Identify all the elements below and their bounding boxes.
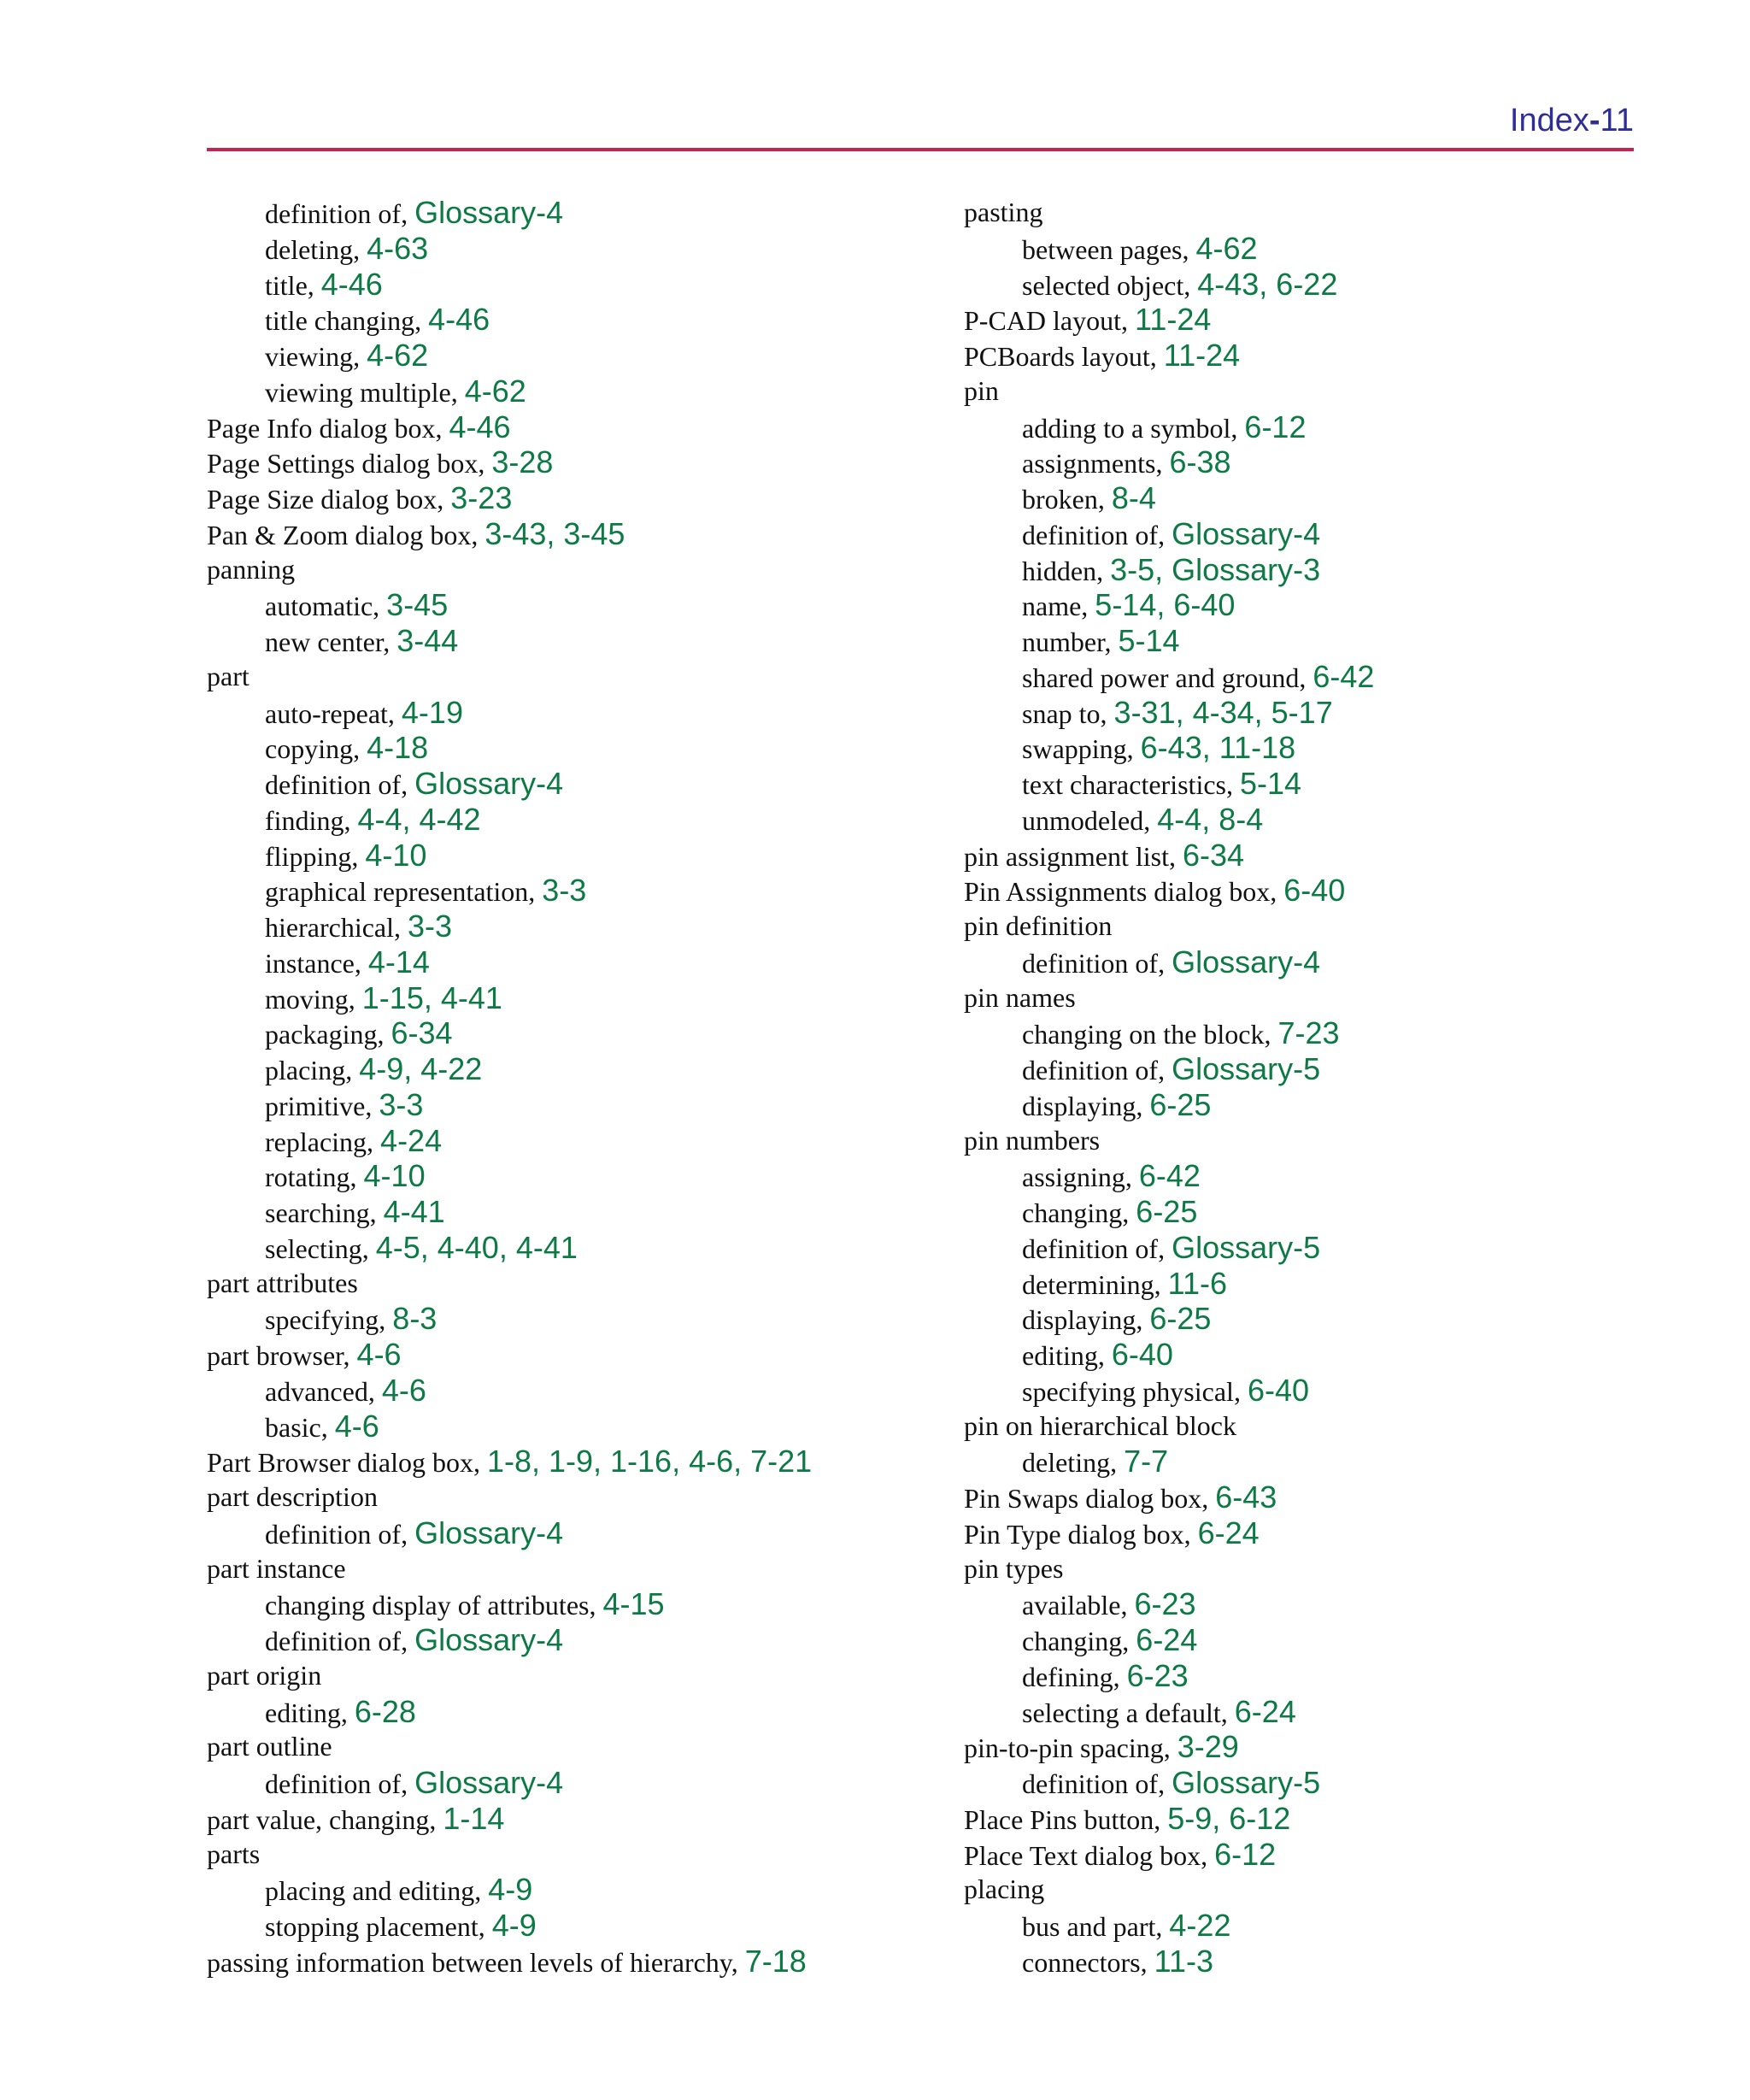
index-subentry [964, 1230, 1613, 1266]
index-term: specifying, [265, 1304, 386, 1336]
index-term: text characteristics, [1022, 769, 1233, 800]
index-term: name, [1022, 591, 1089, 622]
index-term: Page Size dialog box, [207, 484, 444, 515]
index-subentry [207, 909, 942, 944]
page-reference-link[interactable]: 7-18 [744, 1943, 807, 1979]
index-entry [207, 1801, 942, 1837]
index-term: rotating, [265, 1162, 357, 1193]
index-entry [207, 1729, 942, 1765]
index-term: graphical representation, [265, 876, 536, 908]
index-subentry [964, 409, 1613, 445]
page-reference-link[interactable]: 6-24 [1234, 1693, 1296, 1729]
index-subentry [207, 695, 942, 731]
index-entry [207, 552, 942, 588]
page-reference-link[interactable]: 4-6 [381, 1372, 426, 1408]
index-subentry [207, 587, 942, 623]
index-subentry [964, 1622, 1613, 1658]
page-reference-link[interactable]: 6-42 [1312, 658, 1375, 694]
index-term: changing display of attributes, [265, 1590, 596, 1621]
page-reference-link[interactable]: 5-9, 6-12 [1167, 1800, 1291, 1836]
index-term: selected object, [1022, 269, 1191, 301]
page-reference-link[interactable]: 8-3 [392, 1301, 438, 1337]
index-term: changing, [1022, 1626, 1130, 1656]
index-term: hierarchical, [265, 912, 401, 943]
index-subentry [964, 802, 1613, 838]
page-reference-link[interactable]: Glossary-4 [414, 1622, 564, 1657]
index-subentry [207, 1194, 942, 1230]
index-entry [964, 909, 1613, 944]
header-rule [207, 148, 1634, 151]
index-subentry [964, 1337, 1613, 1373]
index-term: panning [207, 553, 296, 585]
index-term: placing, [265, 1055, 353, 1085]
index-term: between pages, [1022, 233, 1189, 265]
index-term: part value, changing, [207, 1803, 437, 1835]
index-subentry [964, 1301, 1613, 1337]
index-entry [964, 1515, 1613, 1551]
index-entry [207, 1944, 942, 1979]
page-reference-link[interactable]: 6-12 [1244, 409, 1307, 444]
page-reference-link[interactable]: 3-28 [491, 444, 554, 480]
index-entry [207, 516, 942, 552]
index-term: replacing, [265, 1126, 374, 1157]
page-reference-link[interactable]: 4-9 [488, 1872, 533, 1908]
page-reference-link[interactable]: Glossary-4 [1172, 944, 1321, 979]
index-subentry [207, 1158, 942, 1194]
index-entry [964, 873, 1613, 909]
index-term: broken, [1022, 484, 1105, 515]
index-subentry [964, 1765, 1613, 1801]
index-entry [964, 1479, 1613, 1515]
index-term: basic, [265, 1411, 328, 1443]
page-reference-link[interactable]: Glossary-4 [414, 1515, 564, 1550]
index-column-left [207, 195, 942, 1979]
index-subentry [964, 1586, 1613, 1622]
index-term: bus and part, [1022, 1911, 1163, 1942]
page-reference-link[interactable]: 4-9 [491, 1908, 537, 1943]
page-reference-link[interactable]: 4-24 [380, 1122, 443, 1158]
page-reference-link[interactable]: 3-29 [1177, 1729, 1239, 1765]
index-subentry [207, 1872, 942, 1908]
page-reference-link[interactable]: 4-4, 8-4 [1157, 801, 1264, 837]
index-term: part description [207, 1481, 378, 1512]
index-term: Pin Swaps dialog box, [964, 1483, 1209, 1514]
index-entry [964, 1729, 1613, 1765]
index-subentry [964, 444, 1613, 480]
index-entry [207, 1266, 942, 1302]
page-reference-link[interactable]: 4-19 [401, 694, 463, 730]
index-term: definition of, [265, 1768, 408, 1799]
index-term: viewing multiple, [265, 376, 458, 408]
index-subentry [964, 1051, 1613, 1087]
index-term: available, [1022, 1590, 1128, 1621]
page-reference-link[interactable]: 6-43, 11-18 [1140, 730, 1296, 766]
index-term: automatic, [265, 591, 380, 622]
index-subentry [207, 1087, 942, 1123]
page-reference-link[interactable]: 4-4, 4-42 [357, 801, 481, 837]
page-reference-link[interactable]: 6-40 [1247, 1372, 1309, 1408]
index-entry [207, 659, 942, 695]
page-reference-link[interactable]: 3-31, 4-34, 5-17 [1113, 694, 1333, 730]
page-reference-link[interactable]: 6-40 [1111, 1337, 1173, 1372]
index-term: Place Text dialog box, [964, 1839, 1208, 1871]
index-term: primitive, [265, 1090, 373, 1121]
index-term: stopping placement, [265, 1911, 485, 1942]
index-subentry [207, 1015, 942, 1051]
index-term: part browser, [207, 1340, 350, 1371]
index-entry [964, 374, 1613, 409]
page-reference-link[interactable]: 4-6 [334, 1408, 379, 1444]
index-subentry [207, 730, 942, 766]
index-term: definition of, [1022, 519, 1166, 550]
index-term: selecting, [265, 1232, 369, 1264]
index-subentry [964, 623, 1613, 659]
index-term: editing, [265, 1697, 348, 1728]
index-entry [207, 1551, 942, 1587]
page-separator: - [1589, 103, 1600, 138]
index-entry [964, 1801, 1613, 1837]
page-reference-link[interactable]: 4-46 [428, 302, 490, 338]
page-reference-link[interactable]: 5-14, 6-40 [1095, 587, 1236, 623]
page-reference-link[interactable]: 3-3 [542, 873, 587, 909]
page-reference-link[interactable]: 4-15 [602, 1586, 665, 1622]
index-subentry [207, 1230, 942, 1266]
index-subentry [207, 1301, 942, 1337]
index-term: selecting a default, [1022, 1697, 1228, 1728]
index-subentry [964, 480, 1613, 516]
index-entry [964, 1123, 1613, 1159]
page-header [207, 101, 1634, 152]
index-subentry [964, 1158, 1613, 1194]
page-reference-link[interactable]: 6-34 [1183, 837, 1245, 873]
page-reference-link[interactable]: 8-4 [1111, 480, 1156, 515]
index-entry [964, 1551, 1613, 1587]
index-term: hidden, [1022, 555, 1104, 586]
index-term: part outline [207, 1731, 332, 1762]
index-term: searching, [265, 1197, 377, 1228]
index-entry [207, 1444, 942, 1479]
index-term: number, [1022, 626, 1112, 657]
page-reference-link[interactable]: 6-40 [1283, 873, 1346, 909]
page-reference-link[interactable]: 6-23 [1126, 1657, 1189, 1693]
index-term: definition of, [1022, 1768, 1166, 1799]
index-subentry [964, 1658, 1613, 1694]
page-reference-link[interactable]: 4-6 [356, 1337, 402, 1372]
page-reference-link[interactable]: Glossary-5 [1172, 1051, 1321, 1086]
index-term: assignments, [1022, 448, 1163, 479]
index-subentry [964, 1444, 1613, 1479]
page-reference-link[interactable]: 4-10 [363, 1158, 426, 1194]
page-reference-link[interactable]: 1-14 [443, 1800, 505, 1836]
index-subentry [207, 980, 942, 1016]
index-entry [964, 1837, 1613, 1873]
index-entry [964, 195, 1613, 231]
index-subentry [207, 338, 942, 374]
index-subentry [964, 1373, 1613, 1409]
index-term: definition of, [1022, 947, 1166, 979]
page-reference-link[interactable]: 4-46 [320, 266, 383, 302]
page-reference-link[interactable]: 4-62 [367, 338, 429, 373]
index-term: displaying, [1022, 1304, 1143, 1336]
index-term: title, [265, 269, 314, 301]
index-entry [964, 338, 1613, 374]
index-subentry [207, 623, 942, 659]
index-subentry [964, 587, 1613, 623]
index-term: flipping, [265, 840, 359, 872]
page-reference-link[interactable]: 5-14 [1239, 766, 1302, 801]
index-term: placing and editing, [265, 1875, 482, 1907]
index-entry [207, 480, 942, 516]
page-reference-link[interactable]: 4-18 [367, 730, 429, 766]
index-term: passing information between levels of hierarchy, [207, 1946, 738, 1978]
index-subentry [207, 1908, 942, 1944]
page-reference-link[interactable]: 1-15, 4-41 [361, 979, 502, 1015]
page-reference-link[interactable]: 7-23 [1277, 1015, 1340, 1051]
index-term: Pan & Zoom dialog box, [207, 519, 479, 550]
index-term: Page Info dialog box, [207, 412, 443, 444]
page-reference-link[interactable]: 6-43 [1215, 1479, 1277, 1515]
index-entry [964, 980, 1613, 1016]
index-term: assigning, [1022, 1162, 1132, 1193]
index-term: shared power and ground, [1022, 662, 1307, 693]
page-reference-link[interactable]: 6-25 [1136, 1194, 1198, 1229]
page-reference-link[interactable]: 3-3 [379, 1086, 424, 1122]
index-term: pasting [964, 197, 1043, 227]
page-reference-link[interactable]: 11-3 [1154, 1943, 1213, 1979]
index-term: Place Pins button, [964, 1803, 1161, 1835]
page-reference-link[interactable]: Glossary-5 [1172, 1229, 1321, 1265]
index-subentry [964, 231, 1613, 267]
index-term: finding, [265, 804, 351, 836]
index-subentry [207, 1515, 942, 1551]
index-term: placing [964, 1874, 1045, 1905]
index-subentry [207, 802, 942, 838]
page-number-value: 11 [1600, 103, 1634, 138]
page-reference-link[interactable]: 7-7 [1124, 1444, 1169, 1479]
index-term: definition of, [1022, 1232, 1166, 1264]
page-reference-link[interactable]: 11-24 [1135, 302, 1212, 338]
page-reference-link[interactable]: 4-62 [464, 373, 526, 409]
index-term: pin definition [964, 910, 1113, 941]
page-reference-link[interactable]: 6-23 [1134, 1586, 1196, 1622]
page-reference-link[interactable]: 4-43, 6-22 [1197, 266, 1338, 302]
index-term: instance, [265, 947, 361, 979]
index-term: specifying physical, [1022, 1375, 1241, 1407]
page-reference-link[interactable]: 4-63 [367, 230, 429, 266]
page-reference-link[interactable]: 4-22 [1169, 1908, 1231, 1943]
page-reference-link[interactable]: 4-9, 4-22 [359, 1051, 483, 1086]
index-subentry [207, 374, 942, 409]
page-number [1510, 104, 1634, 137]
index-term: snap to, [1022, 697, 1107, 729]
index-term: deleting, [265, 233, 361, 265]
index-term: parts [207, 1838, 261, 1869]
index-term: auto-repeat, [265, 697, 395, 729]
index-term: part origin [207, 1659, 322, 1691]
page-reference-link[interactable]: 6-25 [1149, 1086, 1212, 1122]
index-subentry [964, 1266, 1613, 1302]
page-reference-link[interactable]: 4-46 [449, 409, 511, 444]
page-reference-link[interactable]: Glossary-5 [1172, 1765, 1321, 1800]
index-term: definition of, [265, 198, 408, 229]
index-subentry [207, 1409, 942, 1444]
index-subentry [207, 302, 942, 338]
index-term: swapping, [1022, 733, 1134, 765]
index-subentry [207, 1622, 942, 1658]
index-subentry [207, 1694, 942, 1730]
index-term: changing, [1022, 1197, 1130, 1228]
index-subentry [964, 516, 1613, 552]
index-subentry [964, 1194, 1613, 1230]
page-reference-link[interactable]: 4-62 [1195, 230, 1258, 266]
page-reference-link[interactable]: 3-3 [408, 909, 453, 944]
index-subentry [964, 1908, 1613, 1944]
index-entry [964, 1872, 1613, 1908]
page-reference-link[interactable]: 6-24 [1197, 1515, 1260, 1550]
page-reference-link[interactable]: Glossary-4 [414, 1765, 564, 1800]
index-term: determining, [1022, 1268, 1161, 1300]
page-reference-link[interactable]: 6-28 [354, 1693, 416, 1729]
index-term: Pin Assignments dialog box, [964, 876, 1277, 908]
page-reference-link[interactable]: 6-42 [1138, 1158, 1201, 1194]
page-reference-link[interactable]: Glossary-4 [414, 195, 564, 230]
page-reference-link[interactable]: 6-12 [1214, 1836, 1277, 1872]
page-reference-link[interactable]: 4-10 [365, 837, 427, 873]
index-term: deleting, [1022, 1447, 1118, 1479]
index-term: pin types [964, 1552, 1064, 1584]
index-subentry [964, 267, 1613, 303]
page-reference-link[interactable]: 3-23 [450, 480, 513, 515]
index-entry [207, 1479, 942, 1515]
index-subentry [207, 873, 942, 909]
index-term: editing, [1022, 1340, 1105, 1371]
index-term: Page Settings dialog box, [207, 448, 485, 479]
index-subentry [207, 766, 942, 802]
index-term: pin assignment list, [964, 840, 1176, 872]
index-subentry [964, 552, 1613, 588]
index-subentry [964, 1944, 1613, 1979]
page-prefix: Index [1509, 103, 1589, 138]
index-term: pin names [964, 981, 1076, 1013]
index-entry [964, 302, 1613, 338]
index-subentry [964, 659, 1613, 695]
index-term: displaying, [1022, 1090, 1143, 1121]
index-subentry [207, 1765, 942, 1801]
index-subentry [207, 231, 942, 267]
index-subentry [207, 195, 942, 231]
page-reference-link[interactable]: 11-24 [1163, 338, 1241, 373]
index-term: part [207, 660, 250, 691]
index-subentry [964, 944, 1613, 980]
index-term: pin-to-pin spacing, [964, 1732, 1171, 1764]
index-term: Pin Type dialog box, [964, 1518, 1191, 1550]
index-term: part attributes [207, 1267, 358, 1298]
page-reference-link[interactable]: 4-41 [383, 1194, 445, 1229]
index-subentry [964, 730, 1613, 766]
index-term: copying, [265, 733, 361, 765]
index-term: pin on hierarchical block [964, 1409, 1236, 1441]
index-term: new center, [265, 626, 391, 657]
page-reference-link[interactable]: 3-43, 3-45 [484, 515, 625, 551]
index-column-right [964, 195, 1613, 1979]
index-subentry [207, 1373, 942, 1409]
index-term: connectors, [1022, 1946, 1148, 1978]
index-term: part instance [207, 1552, 346, 1584]
index-term: adding to a symbol, [1022, 412, 1238, 444]
index-subentry [964, 766, 1613, 802]
page-reference-link[interactable]: 6-34 [391, 1015, 453, 1051]
index-subentry [207, 1123, 942, 1159]
index-term: pin numbers [964, 1124, 1101, 1156]
index-entry [207, 1337, 942, 1373]
page-reference-link[interactable]: 1-8, 1-9, 1-16, 4-6, 7-21 [486, 1444, 813, 1479]
index-term: Part Browser dialog box, [207, 1447, 480, 1479]
index-subentry [207, 838, 942, 874]
page-reference-link[interactable]: Glossary-4 [1172, 515, 1321, 551]
index-term: definition of, [265, 1518, 408, 1550]
index-entry [964, 1409, 1613, 1444]
index-term: title changing, [265, 305, 422, 337]
index-subentry [207, 1586, 942, 1622]
index-term: advanced, [265, 1375, 375, 1407]
index-term: defining, [1022, 1661, 1120, 1692]
page-reference-link[interactable]: 5-14 [1118, 623, 1180, 658]
index-subentry [207, 944, 942, 980]
page-reference-link[interactable]: 6-38 [1169, 444, 1231, 480]
index-subentry [964, 1694, 1613, 1730]
index-term: unmodeled, [1022, 804, 1151, 836]
index-entry [207, 1658, 942, 1694]
index-subentry [207, 267, 942, 303]
index-entry [964, 838, 1613, 874]
index-term: definition of, [265, 1626, 408, 1656]
index-term: changing on the block, [1022, 1019, 1271, 1050]
page-reference-link[interactable]: 6-25 [1149, 1301, 1212, 1337]
index-term: P-CAD layout, [964, 305, 1128, 337]
page-reference-link[interactable]: 4-14 [367, 944, 430, 979]
page-reference-link[interactable]: Glossary-4 [414, 766, 564, 801]
page-reference-link[interactable]: 4-5, 4-40, 4-41 [375, 1229, 578, 1265]
index-term: pin [964, 374, 999, 406]
index-subentry [964, 1015, 1613, 1051]
page-reference-link[interactable]: 3-45 [386, 587, 449, 623]
page-reference-link[interactable]: 3-5, Glossary-3 [1110, 551, 1321, 587]
index-subentry [964, 695, 1613, 731]
page-reference-link[interactable]: 3-44 [396, 623, 459, 658]
index-entry [207, 409, 942, 445]
index-term: PCBoards layout, [964, 341, 1157, 372]
index-term: definition of, [1022, 1055, 1166, 1085]
index-term: definition of, [265, 769, 408, 800]
page-reference-link[interactable]: 11-6 [1167, 1265, 1228, 1301]
index-term: viewing, [265, 341, 361, 372]
index-term: moving, [265, 983, 355, 1015]
index-term: packaging, [265, 1019, 385, 1050]
index-entry [207, 444, 942, 480]
page-reference-link[interactable]: 6-24 [1136, 1622, 1198, 1657]
index-subentry [964, 1087, 1613, 1123]
index-subentry [207, 1051, 942, 1087]
index-entry [207, 1837, 942, 1873]
